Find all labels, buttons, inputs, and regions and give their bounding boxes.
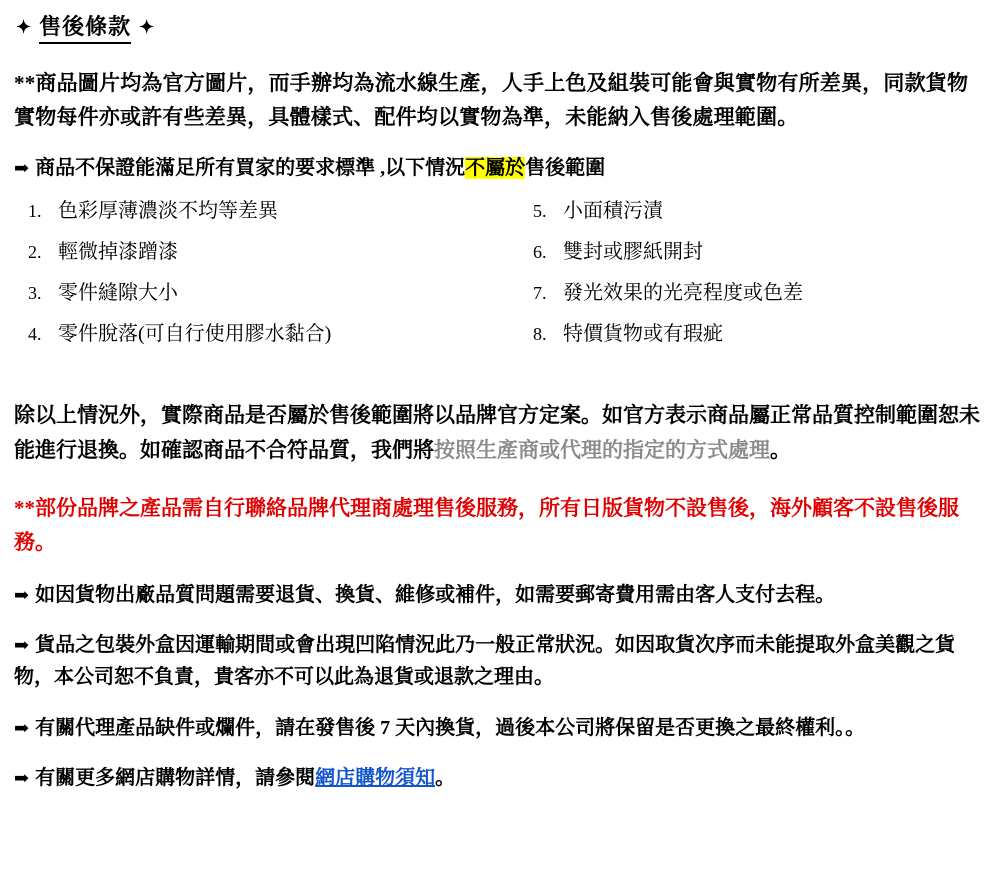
red-warning-paragraph: **部份品牌之產品需自行聯絡品牌代理商處理售後服務，所有日版貨物不設售後，海外顧客不設售後服務。 (14, 495, 959, 554)
list-item-number: 5. (533, 201, 547, 222)
last-line-suffix: 。 (435, 767, 456, 790)
list-item-label: 零件脫落(可自行使用膠水黏合) (58, 323, 332, 346)
list-item (28, 241, 499, 263)
list-item-label: 零件縫隙大小 (58, 282, 178, 305)
notice-prefix: 商品不保證能滿足所有買家的要求標準 ,以下情況 (35, 157, 466, 180)
bullet-item (14, 712, 984, 744)
list-item-label: 輕微掉漆蹭漆 (58, 241, 178, 264)
list-item-number: 3. (28, 283, 42, 304)
list-item (533, 241, 984, 263)
notice-highlight: 不屬於 (465, 157, 526, 180)
list-item-number: 2. (28, 242, 42, 263)
arrow-icon: ➡ (14, 768, 30, 789)
notice-line (14, 152, 984, 184)
arrow-icon: ➡ (14, 158, 30, 179)
arrow-icon: ➡ (14, 634, 30, 655)
bullet-text: 如因貨物出廠品質問題需要退貨、換貨、維修或補件，如需要郵寄費用需由客人支付去程。 (35, 583, 836, 606)
arrow-icon: ➡ (14, 717, 30, 738)
exception-paragraph (14, 398, 984, 469)
list-item-number: 6. (533, 242, 547, 263)
bullet-text: 貨品之包裝外盒因運輸期間或會出現凹陷情況此乃一般正常狀況。如因取貨次序而未能提取外盒美觀之貨物，本公司恕不負責，貴客亦不可以此為退貨或退款之理由。 (14, 633, 956, 689)
exclusion-list-left (14, 200, 499, 364)
list-item-number: 7. (533, 283, 547, 304)
list-item (28, 323, 499, 345)
list-item-number: 4. (28, 324, 42, 345)
list-item (28, 200, 499, 222)
notice-suffix: 售後範圍 (525, 157, 606, 180)
list-item-label: 小面積污漬 (563, 200, 663, 223)
exception-part-2: 按照生產商或代理的指定的方式處理 (434, 438, 770, 463)
exclusion-lists (14, 200, 984, 364)
intro-paragraph: **商品圖片均為官方圖片，而手辦均為流水線生產，人手上色及組裝可能會與實物有所差異，同款貨物實物每件亦或許有些差異，具體樣式、配件均以實物為準，未能納入售後處理範圍。 (14, 71, 969, 130)
star-icon-right: ✦ (139, 17, 155, 37)
list-item (28, 282, 499, 304)
list-item-label: 發光效果的光亮程度或色差 (563, 282, 803, 305)
bullet-item (14, 629, 984, 694)
shop-guide-link[interactable]: 網店購物須知 (315, 767, 436, 790)
exception-part-1: 除以上情況外，實際商品是否屬於售後範圍將以品牌官方定案。如官方表示商品屬正常品質控制範圍恕未能進行退換。如確認商品不合符品質，我們將 (14, 403, 980, 463)
bullet-section (14, 579, 984, 795)
list-item-label: 特價貨物或有瑕疵 (563, 323, 723, 346)
last-line-prefix: 有關更多網店購物詳情，請參閱 (35, 767, 316, 790)
page-title (16, 10, 984, 44)
list-item (533, 282, 984, 304)
list-item-label: 色彩厚薄濃淡不均等差異 (58, 200, 278, 223)
bullet-text: 有關代理產品缺件或爛件，請在發售後 7 天內換貨，過後本公司將保留是否更換之最終權利。。 (35, 716, 866, 739)
list-item-number: 1. (28, 201, 42, 222)
title-text: 售後條款 (39, 10, 131, 44)
list-item-number: 8. (533, 324, 547, 345)
list-item (533, 200, 984, 222)
exclusion-list-right (499, 200, 984, 364)
list-item-label: 雙封或膠紙開封 (563, 241, 703, 264)
exception-part-3: 。 (770, 438, 791, 463)
star-icon-left: ✦ (16, 17, 32, 37)
bullet-item-last (14, 762, 984, 794)
list-item (533, 323, 984, 345)
bullet-item (14, 579, 984, 611)
arrow-icon: ➡ (14, 584, 30, 605)
